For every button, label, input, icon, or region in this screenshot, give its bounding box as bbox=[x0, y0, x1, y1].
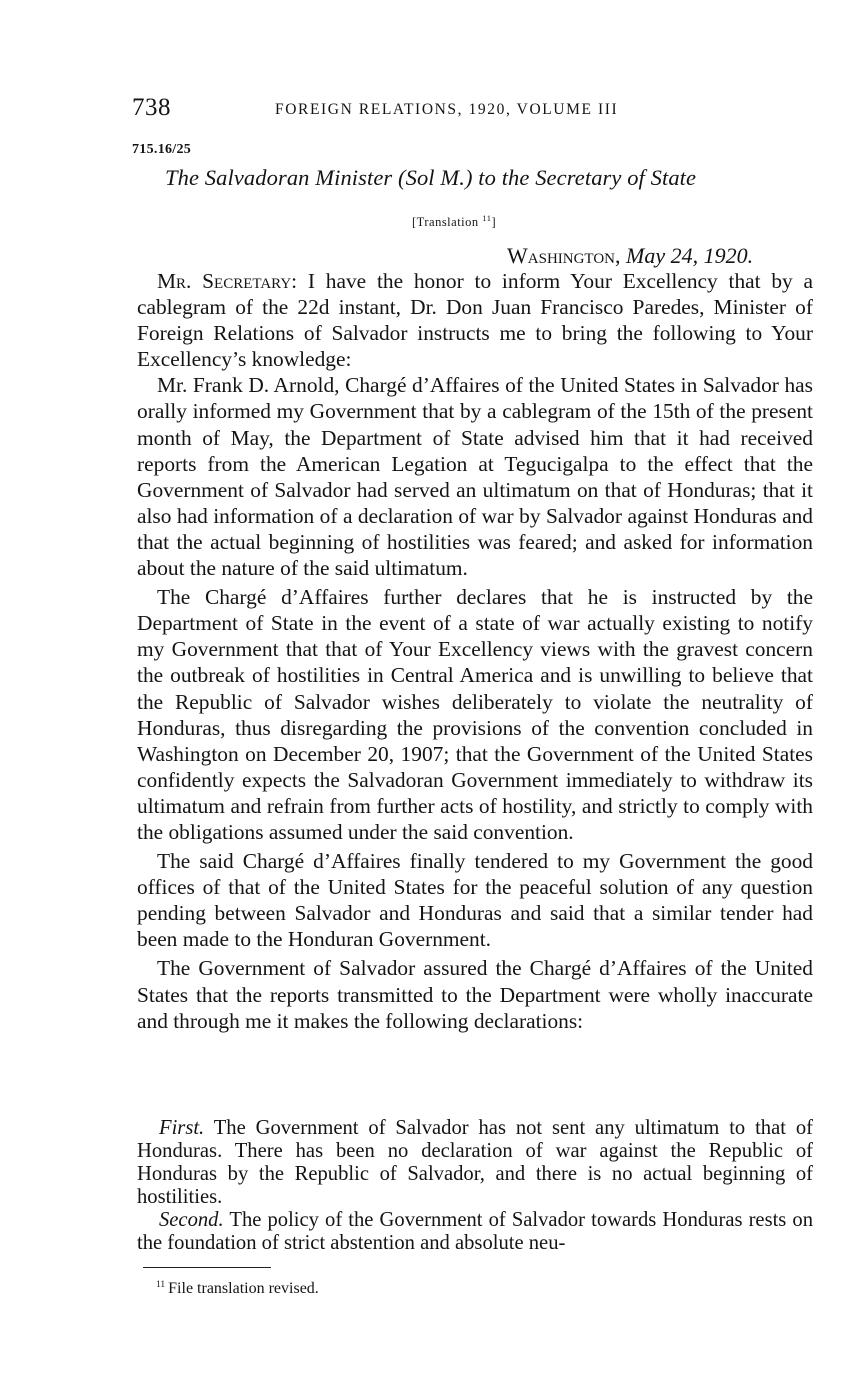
paragraph: The said Chargé d’Affaires finally tendered to my Government the good offices of that of the United States for the peaceful solution of any question pending between Salvador and Honduras and said that a similar tender had been made to the Honduran Government. bbox=[137, 849, 813, 952]
declaration-text: The Government of Salvador has not sent any ultimatum to that of Honduras. There has been no declaration of war against the Republic of Honduras by the Republic of Salvador, and there is no actual beginning of hostilities. bbox=[137, 1117, 813, 1208]
paragraph-text: I have the honor to inform Your Excellency that by a cablegram of the 22d instant, Dr. Don Juan Francisco Paredes, Minister of Foreign Relations of Salvador instructs me to bring the following to Your Excellency’s knowledge: bbox=[137, 269, 813, 372]
footnote bbox=[156, 1280, 319, 1298]
file-number: 715.16/25 bbox=[132, 142, 192, 157]
dateline-place: Washington, bbox=[507, 243, 621, 268]
declaration-label: First. bbox=[159, 1117, 205, 1139]
running-head bbox=[132, 94, 812, 128]
page-number: 738 bbox=[132, 94, 171, 121]
translation-note-close: ] bbox=[491, 215, 497, 229]
footnote-text: File translation revised. bbox=[168, 1280, 319, 1297]
paragraph: Mr. Frank D. Arnold, Chargé d’Affaires of the United States in Salvador has orally informed my Government that by a cablegram of the 15th of the present month of May, the Department of State advised him that it had received reports from the American Legation at Tegucigalpa to the effect that the Government of Salvador had served an ultimatum on that of Honduras; that it also had information of a declaration of war by Salvador against Honduras and that the actual beginning of hostilities was feared; and asked for information about the nature of the said ultimatum. bbox=[137, 373, 813, 581]
translation-note-label: [Translation bbox=[412, 215, 479, 229]
running-head-title: FOREIGN RELATIONS, 1920, VOLUME III bbox=[275, 101, 619, 118]
declarations-list bbox=[137, 1117, 813, 1255]
footnote-divider bbox=[143, 1267, 271, 1268]
document-heading: The Salvadoran Minister (Sol M.) to the Secretary of State bbox=[165, 165, 697, 190]
translation-note bbox=[412, 213, 496, 230]
declaration-item bbox=[137, 1209, 813, 1255]
letter-body bbox=[137, 268, 813, 1034]
dateline bbox=[507, 243, 753, 269]
paragraph: The Government of Salvador assured the Chargé d’Affaires of the United States that the reports transmitted to the Department were wholly inaccurate and through me it makes the following declarations: bbox=[137, 956, 813, 1033]
footnote-reference: 11 bbox=[482, 213, 492, 223]
salutation: Mr. Secretary: bbox=[157, 269, 298, 293]
footnote-marker: 11 bbox=[156, 1280, 166, 1290]
dateline-date: May 24, 1920. bbox=[626, 243, 754, 268]
declaration-item bbox=[137, 1117, 813, 1209]
declaration-text: The policy of the Government of Salvador towards Honduras rests on the foundation of strict abstention and absolute neu- bbox=[137, 1209, 814, 1254]
paragraph: The Chargé d’Affaires further declares that he is instructed by the Department of State in the event of a state of war actually existing to notify my Government that that of Your Excellency views with the gravest concern the outbreak of hostilities in Central America and is unwilling to believe that the Republic of Salvador wishes deliberately to violate the neutrality of Honduras, thus disregarding the provisions of the convention concluded in Washington on December 20, 1907; that the Government of the United States confidently expects the Salvadoran Government immediately to withdraw its ultimatum and refrain from further acts of hostility, and strictly to comply with the obligations assumed under the said convention. bbox=[137, 585, 813, 844]
declaration-label: Second. bbox=[159, 1209, 224, 1231]
paragraph bbox=[137, 268, 813, 372]
